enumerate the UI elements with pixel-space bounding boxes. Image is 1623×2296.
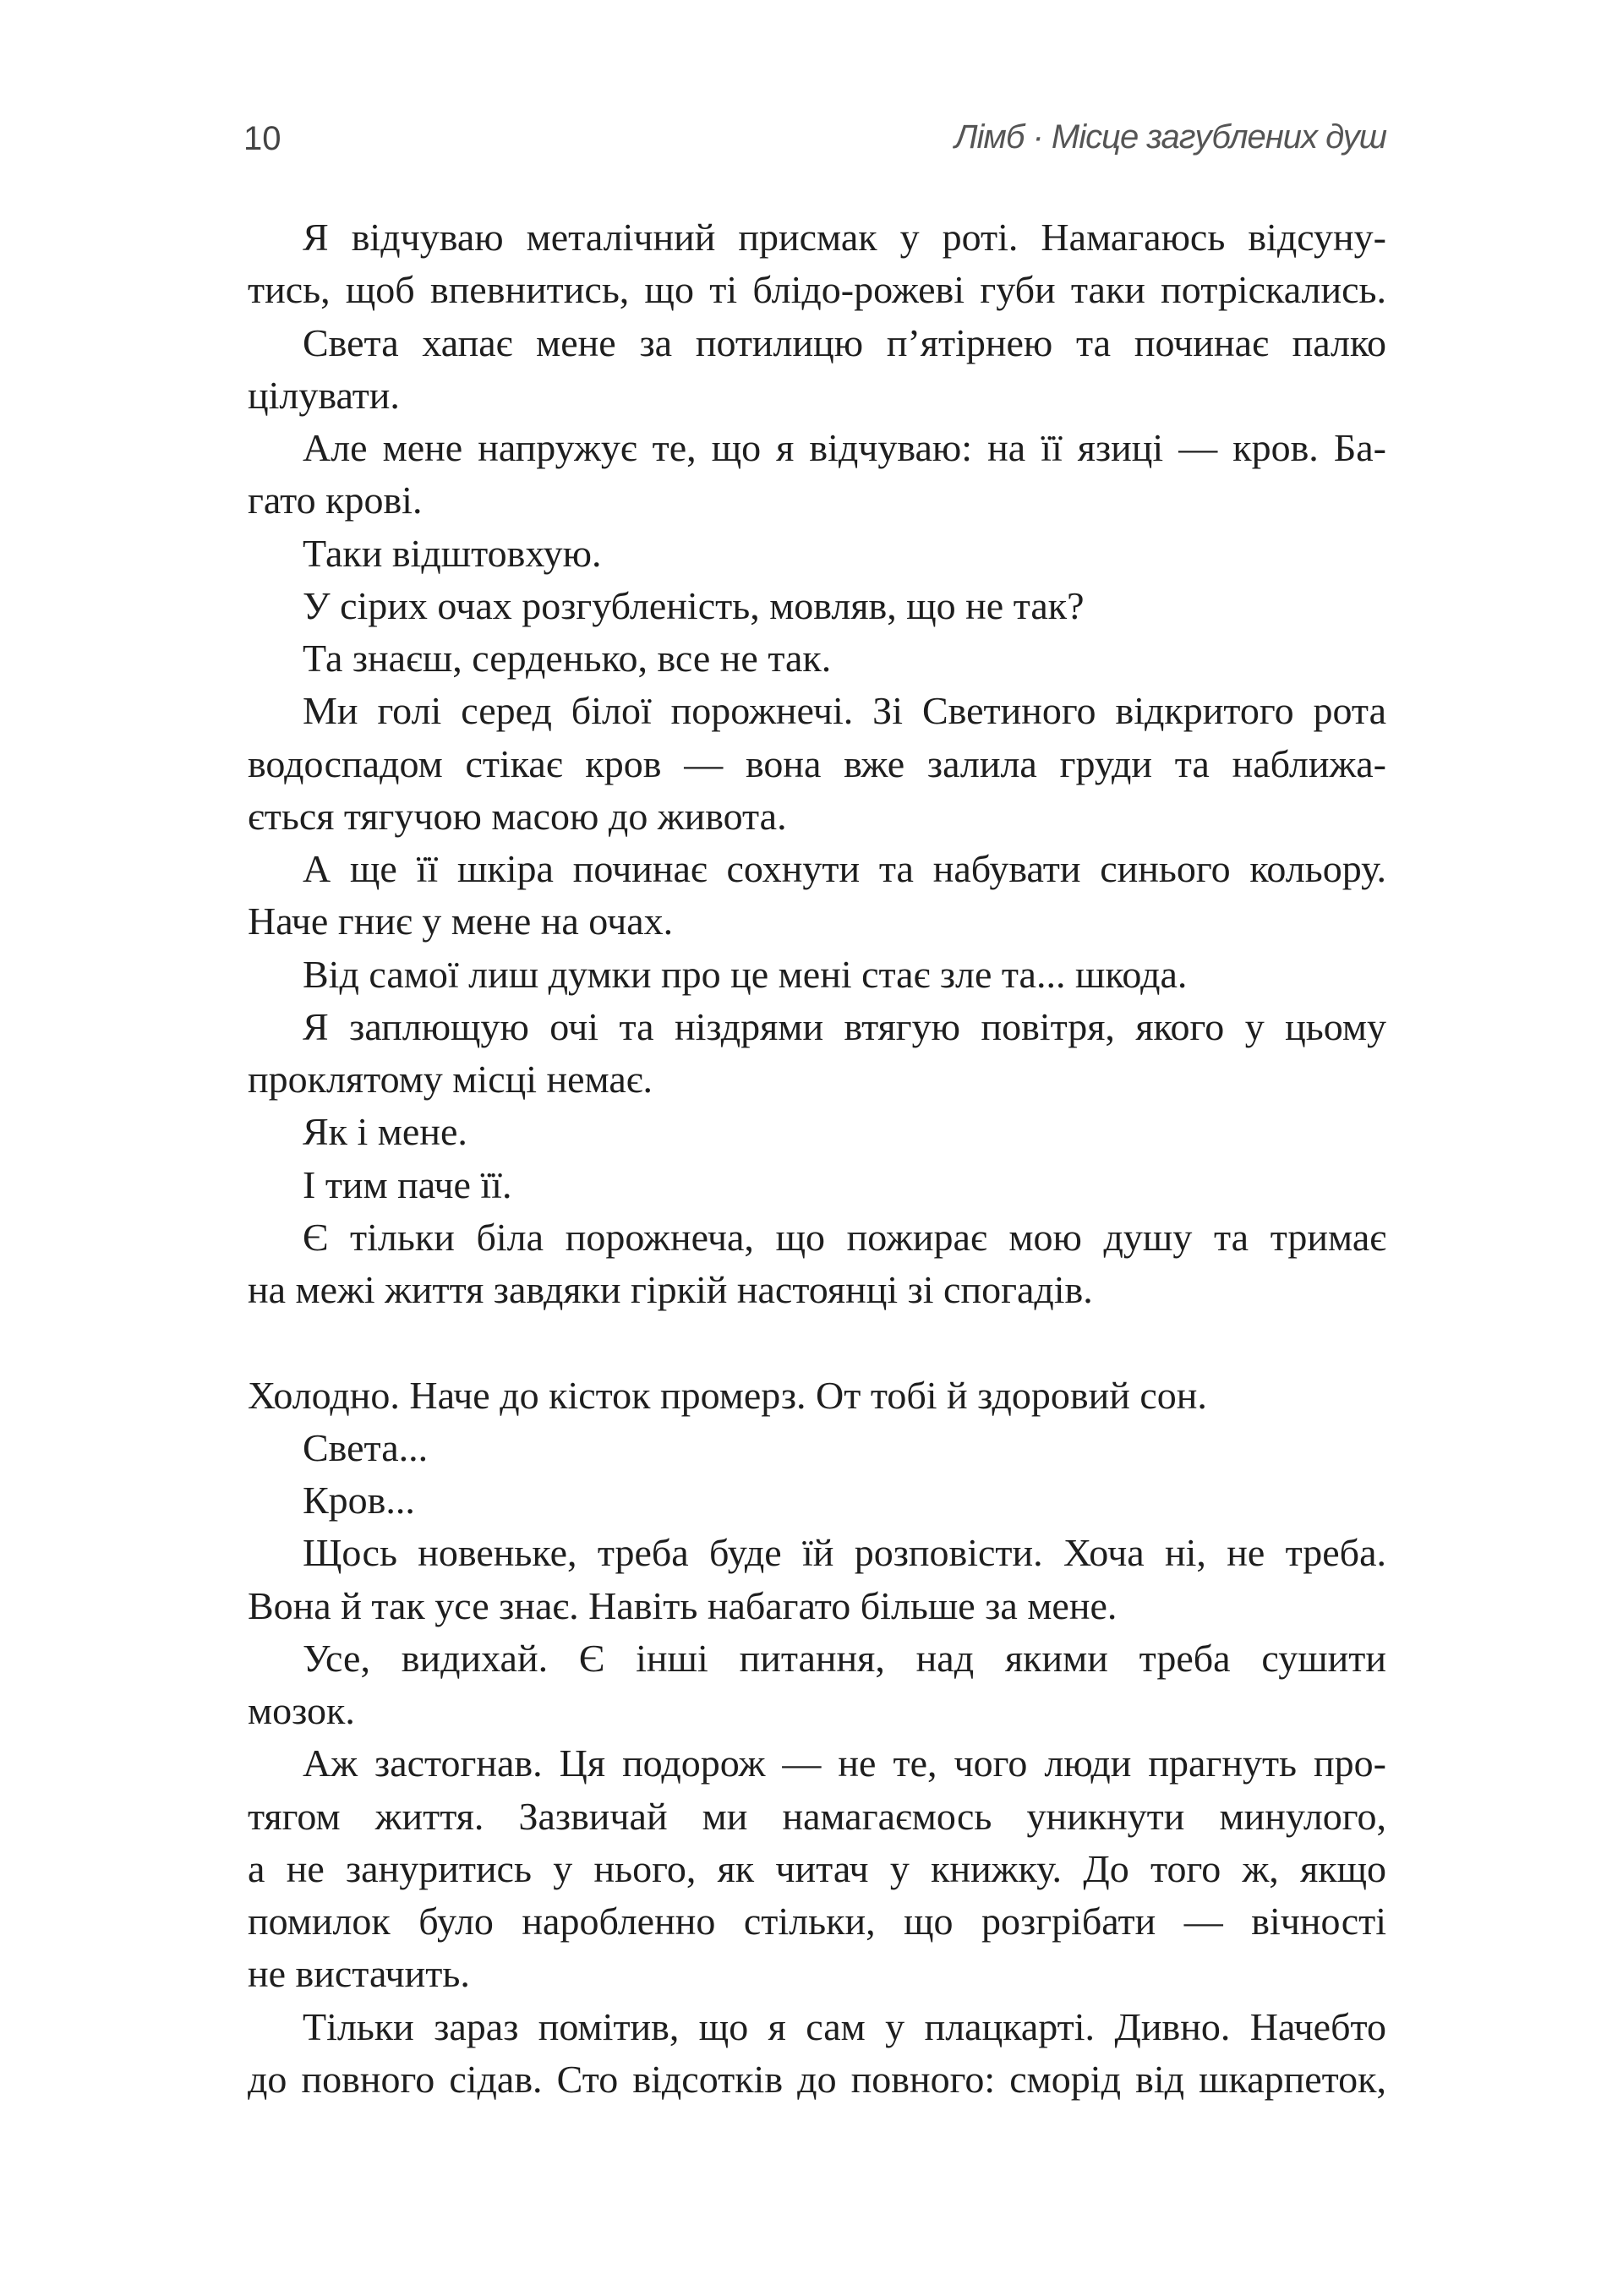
text-line: цілувати. — [248, 373, 400, 417]
text-line: тягом життя. Зазвичай ми намагаємось уникнути минулого, — [248, 1794, 1386, 1838]
text-line: Як і мене. — [303, 1110, 467, 1154]
text-line: Але мене напружує те, що я відчуваю: на її язиці — кров. Ба- — [303, 426, 1386, 469]
text-line: Кров... — [303, 1479, 415, 1522]
text-line: Наче гниє у мене на очах. — [248, 899, 674, 943]
text-line: Усе, видихай. Є інші питання, над якими треба сушити — [303, 1636, 1386, 1680]
text-line: Тільки зараз помітив, що я сам у плацкарті. Дивно. Начебто — [303, 2004, 1386, 2048]
text-line: А ще її шкіра починає сохнути та набувати синього кольору. — [303, 847, 1386, 890]
text-line: Ми голі серед білої порожнечі. Зі Светиного відкритого рота — [303, 689, 1386, 733]
text-line: гато крові. — [248, 478, 423, 522]
text-line: Щось новеньке, треба буде їй розповісти. Хоча ні, не треба. — [303, 1531, 1386, 1575]
text-line: Я заплющую очі та ніздрями втягую повітря, якого у цьому — [303, 1004, 1386, 1048]
text-line: помилок було наробленно стільки, що розгрібати — вічності — [248, 1900, 1386, 1943]
text-line: Холодно. Наче до кісток промерз. От тобі й здоровий сон. — [248, 1373, 1207, 1417]
text-line: Таки відштовхую. — [303, 531, 602, 575]
text-line: Є тільки біла порожнеча, що пожирає мою душу та тримає — [303, 1215, 1386, 1259]
text-line: Та знаєш, серденько, все не так. — [303, 637, 832, 680]
text-line: а не зануритись у нього, як читач у книжку. До того ж, якщо — [248, 1846, 1386, 1890]
text-line: У сірих очах розгубленість, мовляв, що не так? — [303, 583, 1085, 627]
text-line: Света хапає мене за потилицю п’ятірнею та починає палко — [303, 320, 1386, 364]
text-line: проклятому місці немає. — [248, 1058, 653, 1101]
text-line: Я відчуваю металічний присмак у роті. Намагаюсь відсуну- — [303, 216, 1386, 259]
running-title: Лімб · Місце загублених душ — [954, 118, 1386, 156]
text-line: тись, щоб впевнитись, що ті блідо-рожеві губи таки потріскались. — [248, 268, 1386, 312]
text-line: Від самої лиш думки про це мені стає зле та... шкода. — [303, 952, 1188, 996]
text-line: до повного сідав. Сто відсотків до повного: сморід від шкарпеток, — [248, 2057, 1386, 2101]
text-line: Вона й так усе знає. Навіть набагато більше за мене. — [248, 1583, 1118, 1627]
text-line: Аж застогнав. Ця подорож — не те, чого люди прагнуть про- — [303, 1741, 1386, 1785]
text-line: не вистачить. — [248, 1952, 470, 1996]
text-line: ється тягучою масою до живота. — [248, 794, 787, 838]
text-line: І тим паче її. — [303, 1162, 512, 1206]
text-line: Света... — [303, 1425, 429, 1469]
section-break — [248, 1316, 1386, 1369]
page-number: 10 — [243, 120, 281, 157]
body-text — [248, 211, 1386, 2106]
text-line: мозок. — [248, 1689, 355, 1732]
text-line: водоспадом стікає кров — вона вже залила груди та наближа- — [248, 741, 1386, 785]
text-line: на межі життя завдяки гіркій настоянці зі спогадів. — [248, 1268, 1093, 1311]
